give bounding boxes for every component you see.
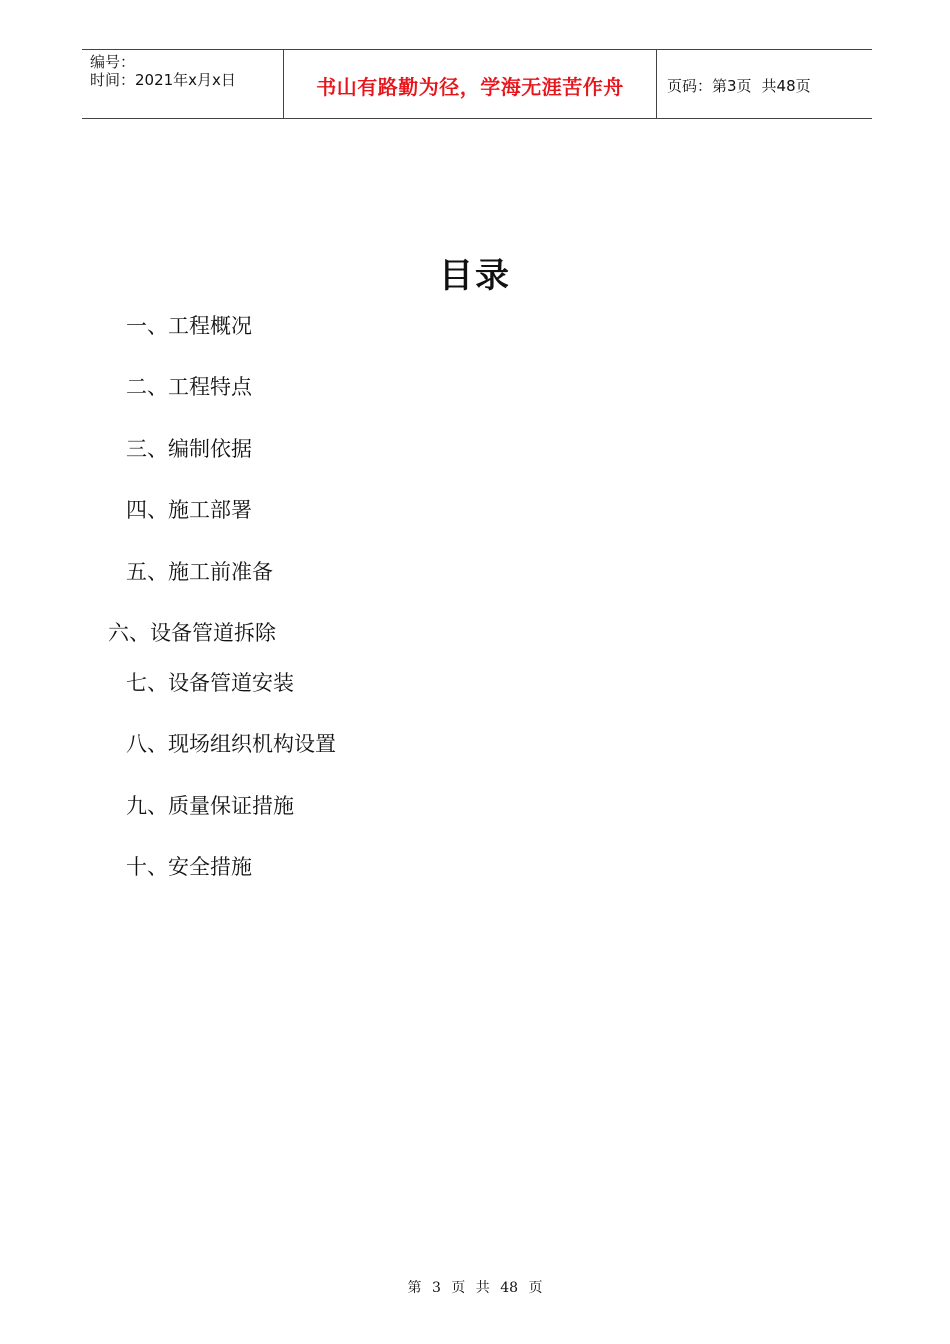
toc-item-6[interactable]: 六、设备管道拆除 [108,621,276,645]
toc-item-8[interactable]: 八、现场组织机构设置 [126,732,336,756]
toc-item-10[interactable]: 十、安全措施 [126,855,252,879]
document-time-label: 时间：2021年x月x日 [90,71,236,89]
header-motto: 书山有路勤为径，学海无涯苦作舟 [316,75,624,99]
document-number-label: 编号： [90,53,136,71]
toc-item-2[interactable]: 二、工程特点 [126,375,252,399]
toc-item-1[interactable]: 一、工程概况 [126,314,252,338]
page-footer: 第 3 页 共 48 页 [407,1280,543,1296]
toc-item-3[interactable]: 三、编制依据 [126,437,252,461]
toc-item-5[interactable]: 五、施工前准备 [126,560,273,584]
header-motto-cell [284,50,657,118]
header-page-number: 页码：第3页 [667,77,752,95]
page-header [82,49,872,119]
toc-title: 目录 [439,256,511,296]
toc-item-7[interactable]: 七、设备管道安装 [126,671,294,695]
header-page-cell [657,50,872,118]
header-page-total: 共48页 [761,77,811,95]
toc-item-4[interactable]: 四、施工部署 [126,498,252,522]
toc-item-9[interactable]: 九、质量保证措施 [126,794,294,818]
header-info-cell [82,50,284,118]
